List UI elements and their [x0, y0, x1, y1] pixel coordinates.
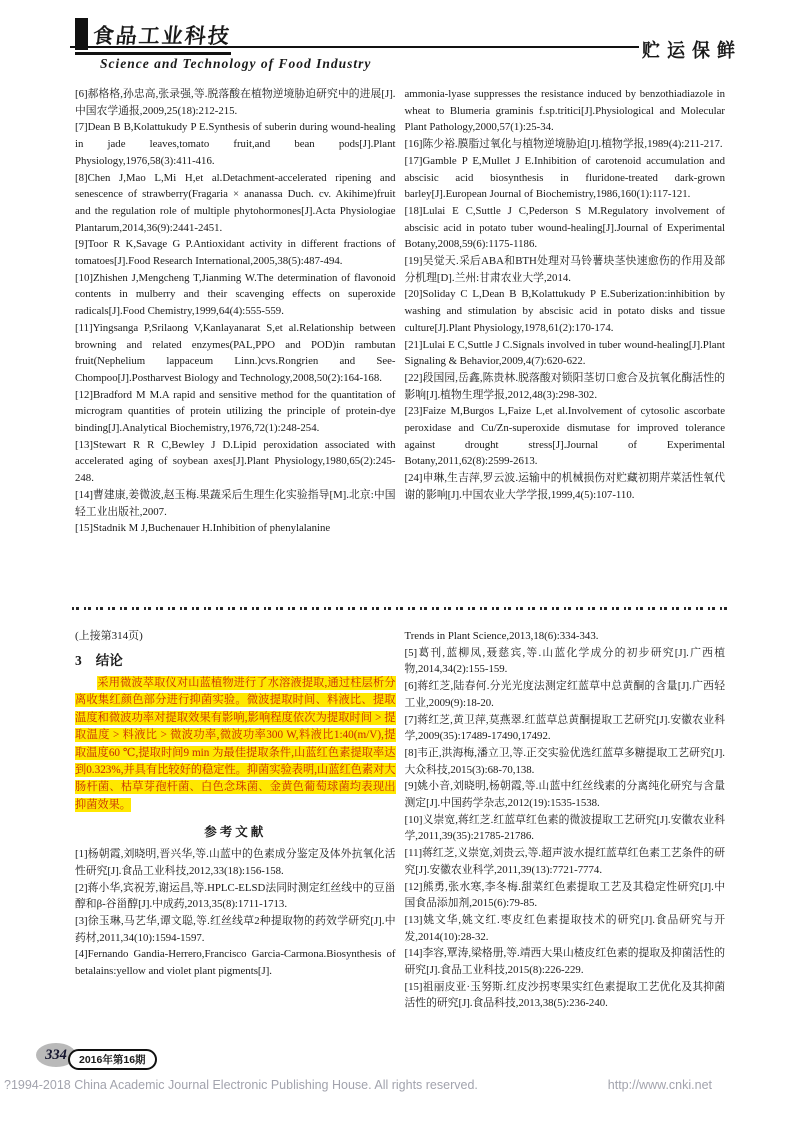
- continued-right-column: [405, 628, 726, 1012]
- reference-item: [14]李容,覃涛,梁格册,等.靖西大果山楂皮红色素的提取及抑菌活性的研究[J].食品工业科技,2015(8):226-229.: [404, 947, 725, 977]
- reference-item: ammonia-lyase suppresses the resistance induced by benzothiadiazole in wheat to Blumeria graminis f.sp.tritici[J].Physiological and Molecular Plant Pathology,2000,57(1):25-34.: [404, 88, 725, 134]
- section-label: 贮运保鲜: [642, 39, 742, 61]
- continued-article: [75, 628, 725, 1012]
- reference-item: [8]Chen J,Mao L,Mi H,et al.Detachment-accelerated ripening and senescence of strawberry(Fragaria × ananassa Duch. cv. Akihime)fruit and the regulation role of multiple phytohormones[J].Acta Physiologiae Plantarum,2014,36(9):2441-2451.: [75, 171, 396, 234]
- reference-item: [4]Fernando Gandia-Herrero,Francisco Garcia-Carmona.Biosynthesis of betalains:yellow and violet plant pigments[J].: [75, 948, 396, 978]
- conclusion-paragraph: [75, 675, 396, 814]
- footer-badges: [36, 1043, 157, 1070]
- reference-item: [15]Stadnik M J,Buchenauer H.Inhibition of phenylalanine: [75, 522, 331, 535]
- reference-item: [8]韦正,洪海梅,潘立卫,等.正交实验优选红蓝草多糖提取工艺研究[J].大众科技,2015(3):68-70,138.: [404, 746, 725, 776]
- journal-title-cn: 食品工业科技: [91, 24, 233, 48]
- header-rule: [70, 46, 639, 48]
- copyright-text: ?1994-2018 China Academic Journal Electronic Publishing House. All rights reserved.: [4, 1078, 478, 1092]
- dotted-separator: [72, 606, 728, 610]
- reference-item: [1]杨朝霞,刘晓明,晋兴华,等.山蓝中的色素成分鉴定及体外抗氧化活性研究[J].食品工业科技,2012,33(18):156-158.: [75, 848, 396, 877]
- reference-item: [23]Faize M,Burgos L,Faize L,et al.Involvement of cytosolic ascorbate peroxidase and Cu/Zn-superoxide dismutase for improved tolerance against drought stress[J].Journal of Experimental Botany,2011,62(8):2599-2613.: [404, 405, 725, 468]
- reference-item: [19]吴觉天.采后ABA和BTH处理对马铃薯块茎快速愈伤的作用及部分机理[D].兰州:甘肃农业大学,2014.: [404, 255, 725, 284]
- reference-item: [11]蒋红芝,义崇宽,刘贵云,等.超声波水提红蓝草红色素工艺条件的研究[J].安徽农业科学,2011,39(13):7721-7774.: [404, 847, 725, 876]
- reference-item: [2]蒋小华,宾祝芳,谢运昌,等.HPLC-ELSD法同时测定红丝线中的豆甾醇和β-谷甾醇[J].中成药,2013,35(8):1711-1713.: [75, 881, 396, 911]
- issue-badge: 2016年第16期: [68, 1049, 157, 1070]
- references-top-right-column: [405, 86, 726, 537]
- reference-item: [10]Zhishen J,Mengcheng T,Jianming W.The determination of flavonoid contents in mulberry and their scavenging effects on superoxide radicals[J].Food Chemistry,1999,64(4):555-559.: [75, 271, 396, 318]
- reference-item: [3]徐玉琳,马艺华,谭文聪,等.红丝线草2种提取物的药效学研究[J].中药材,2011,34(10):1594-1597.: [75, 915, 396, 944]
- cnki-url: http://www.cnki.net: [607, 1078, 712, 1092]
- journal-title-en: Science and Technology of Food Industry: [100, 56, 372, 71]
- reference-item: [13]Stewart R R C,Bewley J D.Lipid peroxidation associated with accelerated aging of soybean axes[J].Plant Physiology,1980,65(2):245-248.: [75, 438, 396, 485]
- reference-item: Trends in Plant Science,2013,18(6):334-343.: [404, 630, 599, 642]
- reference-item: [9]Toor R K,Savage G P.Antioxidant activity in different fractions of tomatoes[J].Food Research International,2005,38(5):487-494.: [75, 238, 396, 268]
- conclusion-heading-title: 结论: [95, 653, 123, 668]
- conclusion-heading-number: 3: [75, 653, 82, 668]
- copyright-row: [4, 1078, 712, 1092]
- reference-item: [12]熊勇,张水寒,李冬梅.甜菜红色素提取工艺及其稳定性研究[J].中国食品添加剂,2015(6):79-85.: [404, 880, 725, 910]
- reference-item: [20]Soliday C L,Dean B B,Kolattukudy P E.Suberization:inhibition by washing and stimulation by abscisic acid in potato disks and tissue culture[J].Plant Physiology,1978,61(2):170-174.: [404, 288, 725, 334]
- reference-item: [9]姚小音,刘晓明,杨朝霞,等.山蓝中红丝线素的分离纯化研究与含量测定[J].中国药学杂志,2012(19):1535-1538.: [404, 780, 725, 810]
- continued-from-note: (上接第314页): [75, 630, 143, 642]
- references-bottom-left: [75, 846, 396, 980]
- references-heading: 参考文献: [204, 825, 267, 840]
- page-number-badge: 334: [36, 1043, 76, 1067]
- reference-item: [10]义崇宽,蒋红芝.红蓝草红色素的微波提取工艺研究[J].安徽农业科学,2011,39(35):21785-21786.: [404, 813, 725, 843]
- reference-item: [17]Gamble P E,Mullet J E.Inhibition of carotenoid accumulation and abscisic acid biosynthesis in fluridone-treated dark-grown barley[J].European Journal of Biochemistry,1986,160(1):117-121.: [404, 154, 725, 201]
- reference-item: [6]郝格格,孙忠高,张录强,等.脱落酸在植物逆境胁迫研究中的进展[J].中国农学通报,2009,25(18):212-215.: [75, 88, 396, 117]
- reference-item: [21]Lulai E C,Suttle J C.Signals involved in tuber wound-healing[J].Plant Signaling & Behavior,2009,4(7):620-622.: [404, 338, 725, 368]
- reference-item: [14]曹建康,姜微波,赵玉梅.果蔬采后生理生化实验指导[M].北京:中国轻工业出版社,2007.: [75, 488, 396, 518]
- reference-item: [11]Yingsanga P,Srilaong V,Kanlayanarat S,et al.Relationship between browning and related enzymes(PAL,PPO and POD)in rambutan fruit(Nephelium lappaceum Linn.)cvs.Rongrien and See-Chompoo[J].Postharvest Biology and Technology,2008,50(2):164-168.: [75, 321, 396, 384]
- reference-item: [5]葛刊,蓝柳凤,聂慈宾,等.山蓝化学成分的初步研究[J].广西植物,2014,34(2):155-159.: [404, 646, 725, 676]
- conclusion-highlight: 采用微波萃取仪对山蓝植物进行了水溶液提取,通过柱层析分离收集红颜色部分进行抑菌实验。微波提取时间、料液比、提取温度和微波功率对提取效果有影响,影响程度依次为提取时间 > 提取温度 > 料液比 > 微波功率,微波功率300 W,料液比1:40(m/V),提取温度60 ℃,提取时间9 min 为最佳提取条件,山蓝红色素提取率达到0.323%,并具有比较好的稳定性。抑菌实验表明,山蓝红色素对大肠杆菌、枯草芽孢杆菌、白色念珠菌、金黄色葡萄球菌均表现出抑菌效果。: [75, 677, 396, 811]
- reference-item: [24]申琳,生吉萍,罗云波.运输中的机械损伤对贮藏初期芹菜活性氧代谢的影响[J].中国农业大学学报,1999,4(5):107-110.: [404, 472, 725, 501]
- journal-logo: [75, 18, 231, 55]
- references-top: [75, 86, 725, 537]
- reference-item: [16]陈少裕.膜脂过氧化与植物逆境胁迫[J].植物学报,1989(4):211-217.: [404, 138, 723, 151]
- reference-item: [7]蒋红芝,黄卫萍,莫燕翠.红蓝草总黄酮提取工艺研究[J].安徽农业科学,2009(35):17489-17490,17492.: [404, 713, 725, 743]
- reference-item: [13]姚文华,姚文红.枣皮红色素提取技术的研究[J].食品研究与开发,2014(10):28-32.: [404, 913, 725, 943]
- reference-item: [15]祖丽皮亚·玉努斯.红皮沙拐枣果实红色素提取工艺优化及其抑菌活性的研究[J].食品科技,2013,38(5):236-240.: [404, 980, 725, 1010]
- continued-left-column: [75, 628, 396, 1012]
- reference-item: [6]蒋红芝,陆春何.分光光度法测定红蓝草中总黄酮的含量[J].广西轻工业,2009(9):18-20.: [404, 680, 725, 709]
- reference-item: [7]Dean B B,Kolattukudy P E.Synthesis of suberin during wound-healing in jade leaves,tomato fruit,and bean pods[J].Plant Physiology,1976,58(3):411-416.: [75, 121, 396, 167]
- references-top-left-column: [75, 86, 396, 537]
- reference-item: [18]Lulai E C,Suttle J C,Pederson S M.Regulatory involvement of abscisic acid in potato tuber wound-healing[J].Journal of Experimental Botany,2008,59(6):1175-1186.: [404, 204, 725, 251]
- reference-item: [12]Bradford M M.A rapid and sensitive method for the quantitation of microgram quantities of protein utilizing the principle of protein-dye binding[J].Analytical Biochemistry,1976,72(1):248-254.: [75, 388, 396, 435]
- reference-item: [22]段国园,岳鑫,陈贵林.脱落酸对锁阳茎切口愈合及抗氧化酶活性的影响[J].植物生理学报,2012,48(3):298-302.: [404, 371, 725, 401]
- conclusion-heading: [75, 649, 396, 669]
